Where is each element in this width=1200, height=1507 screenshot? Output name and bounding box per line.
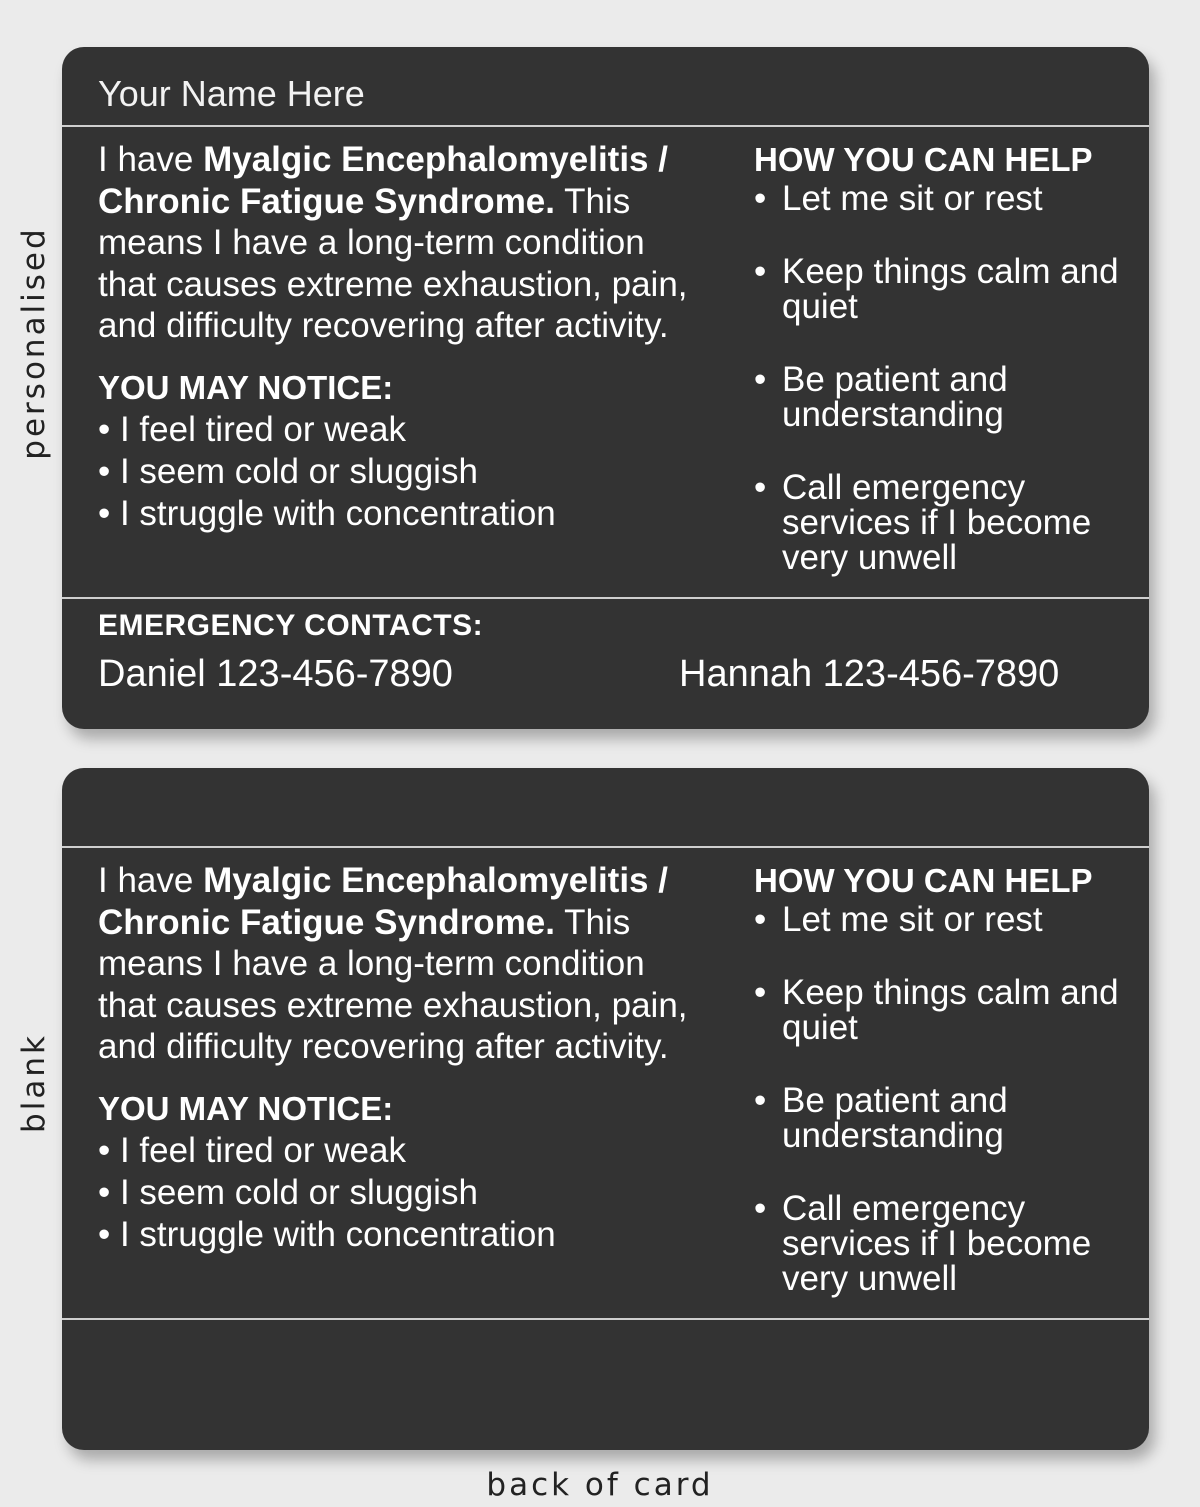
condition-intro <box>98 860 698 1068</box>
help-section <box>754 139 1134 613</box>
condition-name: Myalgic Encephalomyelitis / Chronic Fatigue Syndrome. <box>98 140 668 221</box>
emergency-contact: Hannah 123-456-7890 <box>679 653 1060 695</box>
help-item: • Be patient and understanding <box>754 360 1008 434</box>
help-title: HOW YOU CAN HELP <box>754 141 1093 178</box>
bullet-icon: • <box>754 1081 767 1120</box>
help-item: • Call emergency services if I become very unwell <box>754 1189 1092 1298</box>
intro-prefix: I have <box>98 861 204 900</box>
bullet-icon: • <box>754 1189 767 1228</box>
side-label-personalised: personalised <box>16 226 52 460</box>
intro-prefix: I have <box>98 140 204 179</box>
contacts-divider <box>62 1318 1149 1320</box>
bullet-icon: • <box>754 360 767 399</box>
notice-item: • I seem cold or sluggish <box>98 1172 478 1212</box>
bullet-icon: • <box>754 252 767 291</box>
notice-title: YOU MAY NOTICE: <box>98 368 394 406</box>
personalised-card <box>62 47 1149 729</box>
contacts-divider <box>62 597 1149 599</box>
condition-description: This means I have a long-term condition that causes extreme exhaustion, pain, and difficulty recovering after activity. <box>98 902 688 1066</box>
contacts-title: EMERGENCY CONTACTS: <box>98 609 484 642</box>
card-holder-name: Your Name Here <box>98 73 365 114</box>
notice-item: • I struggle with concentration <box>98 493 556 533</box>
bullet-icon: • <box>754 900 767 939</box>
notice-item: • I seem cold or sluggish <box>98 451 478 491</box>
help-section <box>754 860 1134 1334</box>
help-title: HOW YOU CAN HELP <box>754 862 1093 899</box>
header-divider <box>62 125 1149 127</box>
condition-info <box>98 139 698 535</box>
emergency-contact: Daniel 123-456-7890 <box>98 653 453 695</box>
bullet-icon: • <box>754 179 767 218</box>
notice-item: • I struggle with concentration <box>98 1214 556 1254</box>
side-label-blank: blank <box>16 1033 52 1133</box>
notice-list <box>98 1130 698 1256</box>
blank-card <box>62 768 1149 1450</box>
help-item: • Let me sit or rest <box>754 900 1043 939</box>
help-item: • Let me sit or rest <box>754 179 1043 218</box>
condition-name: Myalgic Encephalomyelitis / Chronic Fatigue Syndrome. <box>98 861 668 942</box>
bullet-icon: • <box>754 973 767 1012</box>
header-divider <box>62 846 1149 848</box>
notice-item: • I feel tired or weak <box>98 409 406 449</box>
help-item: • Be patient and understanding <box>754 1081 1008 1155</box>
condition-info <box>98 860 698 1256</box>
condition-description: This means I have a long-term condition that causes extreme exhaustion, pain, and difficulty recovering after activity. <box>98 181 688 345</box>
help-item: • Keep things calm and quiet <box>754 973 1119 1047</box>
condition-intro <box>98 139 698 347</box>
notice-list <box>98 409 698 535</box>
back-of-card-caption: back of card <box>486 1467 714 1503</box>
help-item: • Keep things calm and quiet <box>754 252 1119 326</box>
notice-item: • I feel tired or weak <box>98 1130 406 1170</box>
notice-title: YOU MAY NOTICE: <box>98 1089 394 1127</box>
help-item: • Call emergency services if I become very unwell <box>754 468 1092 577</box>
bullet-icon: • <box>754 468 767 507</box>
